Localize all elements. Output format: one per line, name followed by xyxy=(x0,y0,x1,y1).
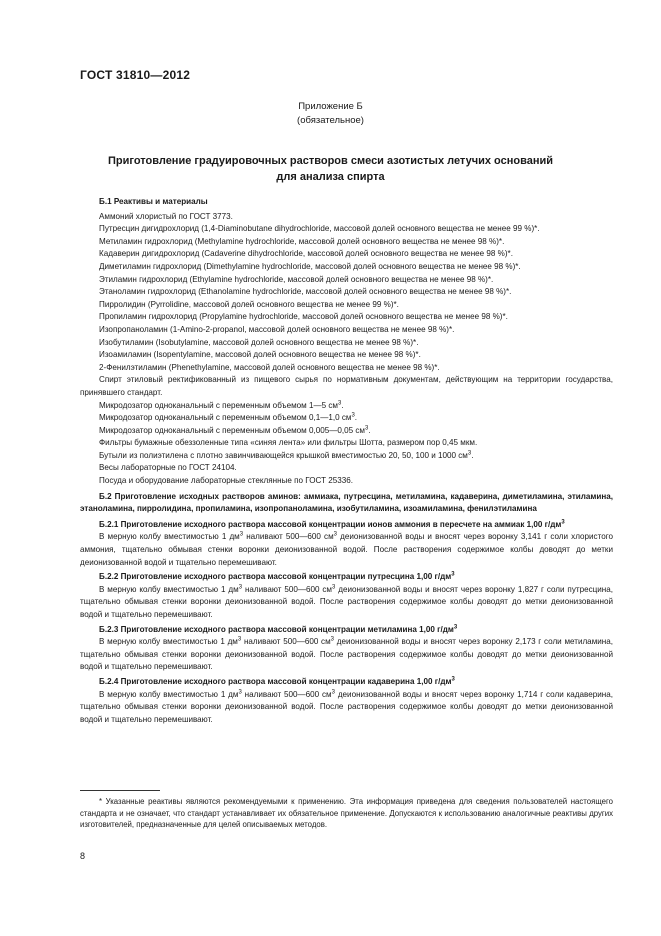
reagent-item: Пирролидин (Pyrrolidine, массовой долей основного вещества не менее 99 %)*. xyxy=(99,299,399,309)
reagent-item: Метиламин гидрохлорид (Methylamine hydrochloride, массовой долей основного вещества не менее 98 %)*. xyxy=(99,236,505,246)
reagent-item: Изопропаноламин (1-Amino-2-propanol, массовой долей основного вещества не менее 98 %)*. xyxy=(99,324,455,334)
reagent-item: Этаноламин гидрохлорид (Ethanolamine hydrochloride, массовой долей основного вещества не менее 98 %)*. xyxy=(99,287,512,297)
paragraph-b2-3: В мерную колбу вместимостью 1 $дм^3$ наливают 500—600 $см^3$ деионизованной воды и вносят через воронку 2,173 г соли метиламина, тщательно обмывая стенки воронки деионизованной водой. После растворения содержимое колбы доводят до метки деионизованной водой и тщательно перемешивают. xyxy=(80,636,613,672)
standard-header: ГОСТ 31810—2012 xyxy=(80,68,191,82)
paragraph-b2-2: В мерную колбу вместимостью 1 $дм^3$ наливают 500—600 $см^3$ деионизованной воды и вносят через воронку 1,827 г соли путресцина, тщательно обмывая стенки воронки деионизованной водой. После растворения содержимое колбы доводят до метки деионизованной водой и тщательно перемешивают. xyxy=(80,584,613,619)
page-number: 8 xyxy=(80,851,86,861)
heading-b2-3: Б.2.3 Приготовление исходного раствора массовой концентрации метиламина 1,00 $г/дм^3$ xyxy=(99,623,458,634)
annex-name: Приложение Б xyxy=(298,101,363,112)
document-body xyxy=(80,194,613,726)
equipment-item: Весы лабораторные по ГОСТ 24104. xyxy=(99,463,237,473)
heading-b2-1: Б.2.1 Приготовление исходного раствора массовой концентрации ионов аммония в пересчете на аммиак 1,00 $г/дм^3$ xyxy=(99,519,565,529)
annex-status: (обязательное) xyxy=(297,115,364,126)
paragraph-b2-1: В мерную колбу вместимостью 1 $дм^3$ наливают 500—600 $см^3$ деионизованной воды и вносят через воронку 3,141 г соли хлористого аммония, тщательно обмывая стенки воронки деионизованной водой. После растворения содержимое колбы доводят до метки деионизованной водой и тщательно перемешивают. xyxy=(80,531,613,567)
reagent-item: Этиламин гидрохлорид (Ethylamine hydrochloride, массовой долей основного вещества не менее 98 %)*. xyxy=(99,274,494,284)
reagent-item: Путресцин дигидрохлорид (1,4-Diaminobutane dihydrochloride, массовой долей основного вещества не менее 99 %)*. xyxy=(99,224,540,234)
equipment-item: Фильтры бумажные обеззоленные типа «синяя лента» или фильтры Шотта, размером пор 0,45 мкм. xyxy=(99,438,478,448)
heading-b2-2: Б.2.2 Приготовление исходного раствора массовой концентрации путресцина 1,00 $г/дм^3$ xyxy=(99,571,455,582)
reagent-item: Диметиламин гидрохлорид (Dimethylamine hydrochloride, массовой долей основного вещества не менее 98 %)*. xyxy=(99,261,521,271)
heading-b1: Б.1 Реактивы и материалы xyxy=(99,197,208,206)
heading-b2: Б.2 Приготовление исходных растворов аминов: аммиака, путресцина, метиламина, кадаверина, диметиламина, этиламина, этаноламина, пирролидина, пропиламина, изопропаноламина, изобутиламина, изоамиламина, фенилэтиламина xyxy=(80,491,613,514)
equipment-item: Микродозатор одноканальный с переменным объемом 1—5 $см^3$. xyxy=(99,399,344,410)
reagent-item: Изоамиламин (Isopentylamine, массовой долей основного вещества не менее 98 %)*. xyxy=(99,350,421,360)
title-line-2: для анализа спирта xyxy=(276,171,385,183)
footnote: * Указанные реактивы являются рекомендуемыми к применению. Эта информация приведена для сведения пользователей настоящего стандарта и не означает, что стандарт устанавливает их обязательное применение. Допускаются к использованию аналогичные реактивы других изготовителей, предназначенные для целей описываемых методов. xyxy=(80,797,613,830)
title-line-1: Приготовление градуировочных растворов смеси азотистых летучих оснований xyxy=(108,155,553,167)
heading-b2-4: Б.2.4 Приготовление исходного раствора массовой концентрации кадаверина 1,00 $г/дм^3$ xyxy=(99,676,455,686)
equipment-item: Микродозатор одноканальный с переменным объемом 0,005—0,05 $см^3$. xyxy=(99,425,371,435)
section-title xyxy=(60,153,601,185)
footnote-divider xyxy=(80,790,160,791)
paragraph-b2-4: В мерную колбу вместимостью 1 $дм^3$ наливают 500—600 $см^3$ деионизованной воды и вносят через воронку 1,714 г соли кадаверина, тщательно обмывая стенки воронки деионизованной водой. После растворения содержимое колбы доводят до метки деионизованной водой и тщательно перемешивают. xyxy=(80,688,613,724)
reagent-item: Кадаверин дигидрохлорид (Cadaverine dihydrochloride, массовой долей основного вещества не менее 98 %)*. xyxy=(99,249,513,259)
equipment-item: Микродозатор одноканальный с переменным объемом 0,1—1,0 $см^3$. xyxy=(99,412,358,423)
reagent-item: 2-Фенилэтиламин (Phenethylamine, массовой долей основного вещества не менее 98 %)*. xyxy=(99,362,440,372)
reagent-item: Аммоний хлористый по ГОСТ 3773. xyxy=(99,211,233,221)
reagent-item: Спирт этиловый ректификованный из пищевого сырья по нормативным документам, действующим на территории государства, принявшего стандарт. xyxy=(80,375,613,397)
equipment-item: Бутыли из полиэтилена с плотно завинчивающейся крышкой вместимостью 20, 50, 100 и 1000 $см^3$. xyxy=(99,450,474,460)
equipment-item: Посуда и оборудование лабораторные стеклянные по ГОСТ 25336. xyxy=(99,476,354,486)
reagent-item: Изобутиламин (Isobutylamine, массовой долей основного вещества не менее 98 %)*. xyxy=(99,337,419,347)
reagent-item: Пропиламин гидрохлорид (Propylamine hydrochloride, массовой долей основного вещества не менее 98 %)*. xyxy=(99,312,508,322)
